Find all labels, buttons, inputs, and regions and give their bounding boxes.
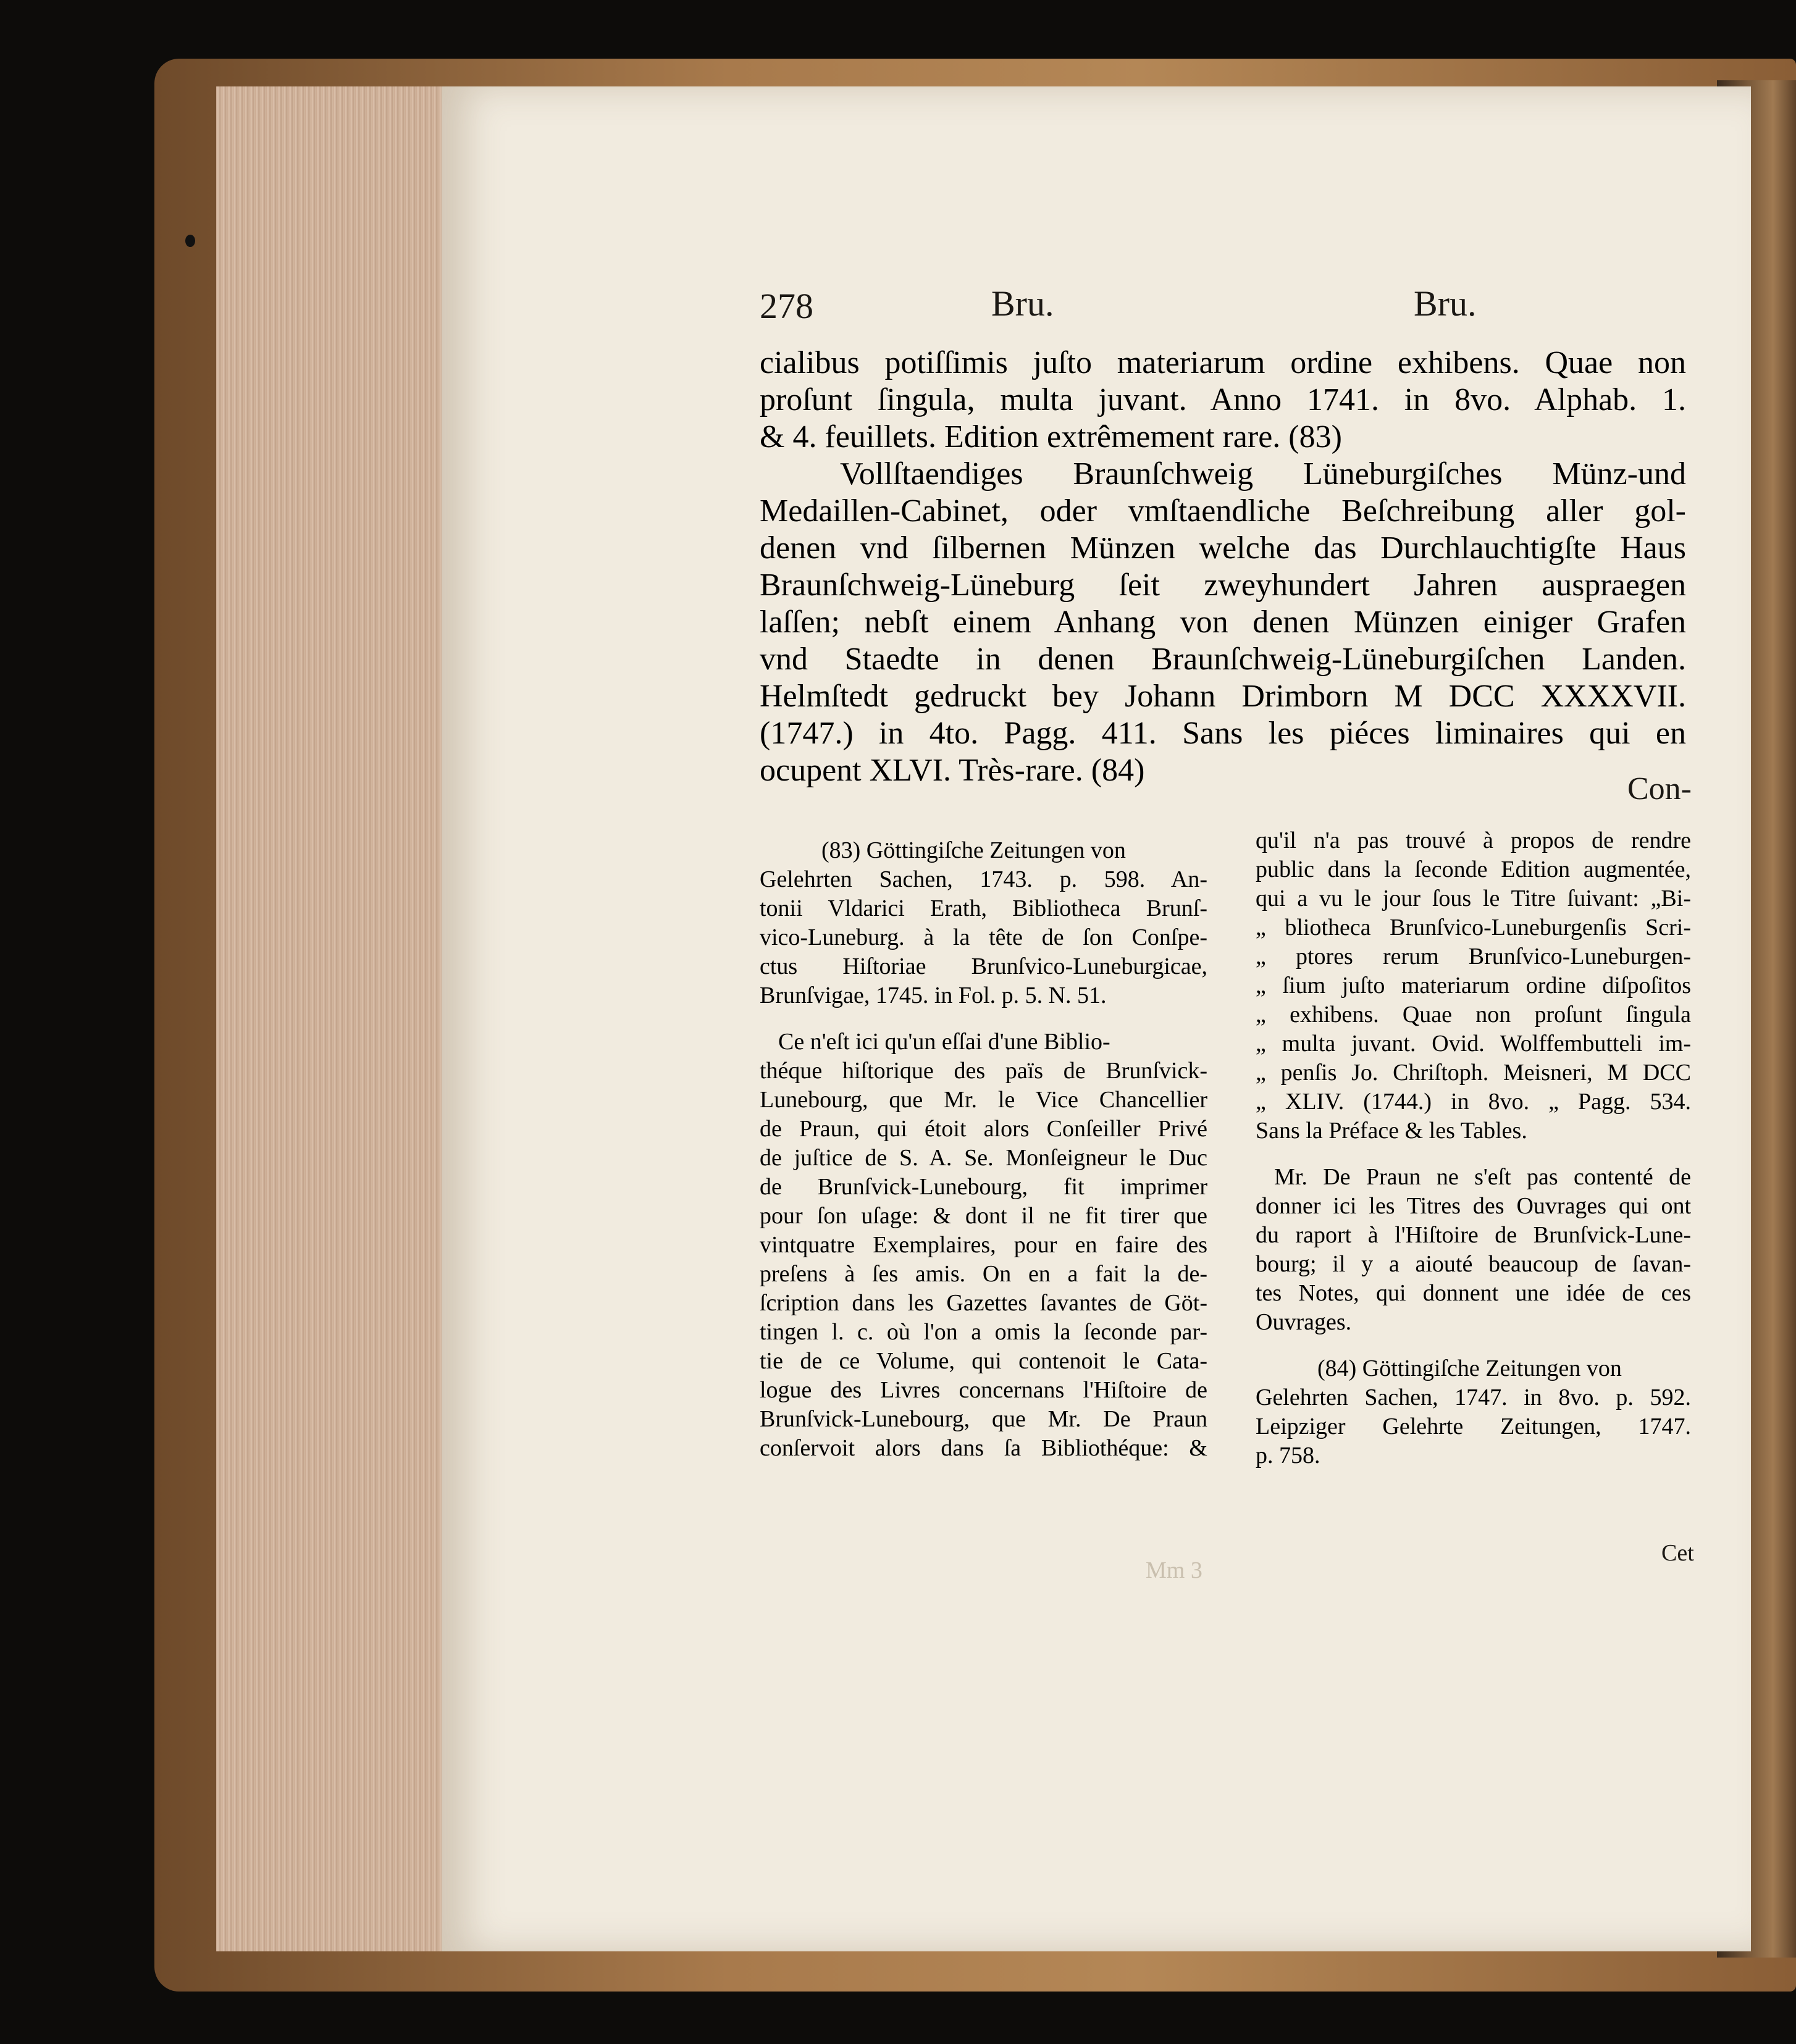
right-line: Gelehrten Sachen, 1747. in 8vo. p. 592. (1256, 1384, 1691, 1410)
right-line: „ multa juvant. Ovid. Wolffembutteli im- (1256, 1031, 1691, 1057)
right-line (1256, 1337, 1691, 1354)
catchword-main: Con- (1627, 771, 1692, 806)
right-line: „ XLIV. (1744.) in 8vo. „ Pagg. 534. (1256, 1089, 1691, 1115)
main-text-block (760, 345, 1686, 789)
right-line: du raport à l'Hiſtoire de Brunſvick-Lune- (1256, 1222, 1691, 1248)
main-line: proſunt ſingula, multa juvant. Anno 1741. in 8vo. Alphab. 1. (760, 382, 1686, 417)
left-line: vintquatre Exemplaires, pour en faire des (760, 1232, 1207, 1258)
running-head-left: Bru. (991, 283, 1054, 324)
left-line: Lunebourg, que Mr. le Vice Chancellier (760, 1087, 1207, 1113)
left-line: preſens à ſes amis. On en a fait la de- (760, 1261, 1207, 1287)
left-line: de Praun, qui étoit alors Conſeiller Privé (760, 1116, 1207, 1142)
left-line: tingen l. c. où l'on a omis la ſeconde par- (760, 1319, 1207, 1345)
right-line: donner ici les Titres des Ouvrages qui ont (1256, 1193, 1691, 1219)
book-page (442, 86, 1751, 1951)
main-line: vnd Staedte in denen Braunſchweig-Lüneburgiſchen Landen. (760, 642, 1686, 677)
right-line: „ ſium juſto materiarum ordine diſpoſitos (1256, 973, 1691, 999)
left-line: (83) Göttingiſche Zeitungen von (821, 837, 1126, 863)
main-line: laſſen; nebſt einem Anhang von denen Münzen einiger Grafen (760, 605, 1686, 640)
right-line: qu'il n'a pas trouvé à propos de rendre (1256, 827, 1691, 853)
right-line: Mr. De Praun ne s'eſt pas contenté de (1274, 1164, 1691, 1190)
left-line: théque hiſtorique des païs de Brunſvick- (760, 1058, 1207, 1084)
page-edges (216, 86, 445, 1951)
right-line: Sans la Préface & les Tables. (1256, 1118, 1527, 1144)
left-line: conſervoit alors dans ſa Bibliothéque: & (760, 1435, 1207, 1461)
left-line: pour ſon uſage: & dont il ne fit tirer que (760, 1203, 1207, 1229)
main-line: Braunſchweig-Lüneburg ſeit zweyhundert Jahren auspraegen (760, 568, 1686, 603)
main-line: & 4. feuillets. Edition extrêmement rare. (83) (760, 419, 1342, 454)
right-line: (84) Göttingiſche Zeitungen von (1317, 1355, 1622, 1381)
left-line: Brunſvigae, 1745. in Fol. p. 5. N. 51. (760, 982, 1107, 1008)
right-column (1256, 826, 1691, 1470)
right-line: „ ptores rerum Brunſvico-Luneburgen- (1256, 944, 1691, 970)
right-line: „ exhibens. Quae non proſunt ſingula (1256, 1002, 1691, 1028)
main-line: Medaillen-Cabinet, oder vmſtaendliche Beſchreibung aller gol- (760, 493, 1686, 529)
left-column (760, 836, 1207, 1463)
signature-mark: Mm 3 (1146, 1557, 1202, 1583)
left-line: tie de ce Volume, qui contenoit le Cata- (760, 1348, 1207, 1374)
right-line (1256, 1146, 1691, 1163)
main-line: cialibus potiſſimis juſto materiarum ordine exhibens. Quae non (760, 345, 1686, 380)
left-line: tonii Vldarici Erath, Bibliotheca Brunſ- (760, 895, 1207, 921)
left-line: Gelehrten Sachen, 1743. p. 598. An- (760, 866, 1207, 892)
left-line: Brunſvick-Lunebourg, que Mr. De Praun (760, 1406, 1207, 1432)
left-line: logue des Livres concernans l'Hiſtoire de (760, 1377, 1207, 1403)
right-line: „ bliotheca Brunſvico-Luneburgenſis Scri- (1256, 915, 1691, 940)
main-line: (1747.) in 4to. Pagg. 411. Sans les piéces liminaires qui en (760, 716, 1686, 751)
right-line: bourg; il y a aiouté beaucoup de ſavan- (1256, 1251, 1691, 1277)
left-line: Ce n'eſt ici qu'un eſſai d'une Biblio- (778, 1029, 1110, 1055)
page-number: 278 (760, 286, 813, 326)
main-line: ocupent XLVI. Très-rare. (84) (760, 753, 1145, 788)
right-line: „ penſis Jo. Chriſtoph. Meisneri, M DCC (1256, 1060, 1691, 1086)
left-line: ctus Hiſtoriae Brunſvico-Luneburgicae, (760, 953, 1207, 979)
right-line: Leipziger Gelehrte Zeitungen, 1747. (1256, 1414, 1691, 1439)
main-line: Vollſtaendiges Braunſchweig Lüneburgiſches Münz-und (840, 456, 1686, 492)
left-line: ſcription dans les Gazettes ſavantes de Göt- (760, 1290, 1207, 1316)
right-line: public dans la ſeconde Edition augmentée, (1256, 857, 1691, 882)
left-line: vico-Luneburg. à la tête de ſon Conſpe- (760, 924, 1207, 950)
right-line: p. 758. (1256, 1443, 1320, 1468)
left-line (760, 1010, 1207, 1028)
right-line: qui a vu le jour ſous le Titre ſuivant: „Bi- (1256, 886, 1691, 911)
running-head-right: Bru. (1414, 283, 1477, 324)
right-line: tes Notes, qui donnent une idée de ces (1256, 1280, 1691, 1306)
binding-mark (185, 235, 195, 247)
left-line: de Brunſvick-Lunebourg, fit imprimer (760, 1174, 1207, 1200)
main-line: denen vnd ſilbernen Münzen welche das Durchlauchtigſte Haus (760, 530, 1686, 566)
main-line: Helmſtedt gedruckt bey Johann Drimborn M DCC XXXXVII. (760, 679, 1686, 714)
left-line: de juſtice de S. A. Se. Monſeigneur le Duc (760, 1145, 1207, 1171)
catchword-right: Cet (1661, 1540, 1694, 1566)
right-line: Ouvrages. (1256, 1309, 1352, 1335)
